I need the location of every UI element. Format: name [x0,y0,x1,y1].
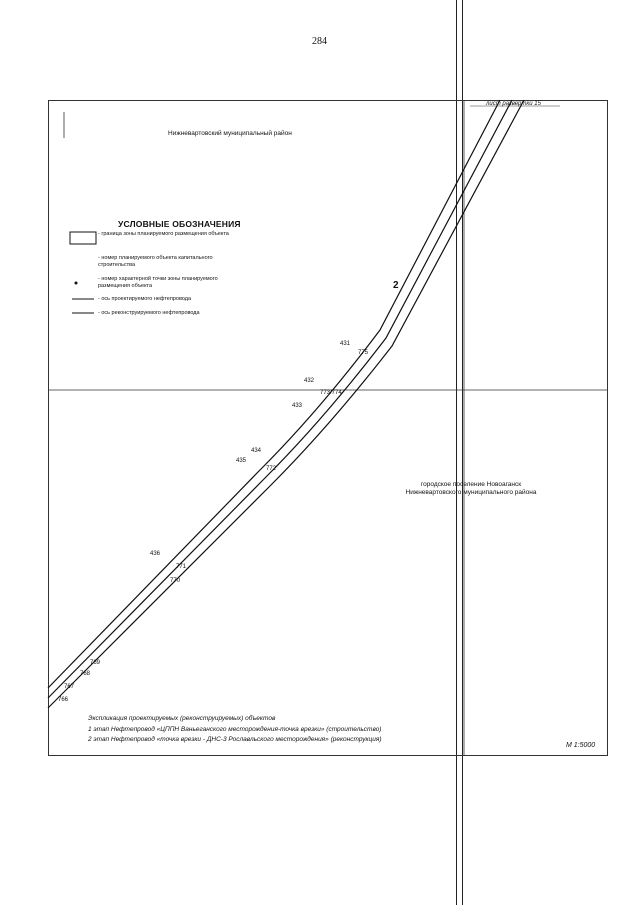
explication-title: Экспликация проектируемых (реконструируемых) объектов [88,715,276,722]
legend-item: - ось проектируемого нефтепровода [98,296,192,302]
point-label: 772 [266,466,277,472]
point-label: 766 [58,697,69,703]
region-label-south [386,481,556,497]
point-label: 773/774 [320,390,342,396]
pipeline-axis [48,100,512,698]
region-label-south-line: городское поселение Новоаганск [420,481,522,488]
point-label: 769 [90,660,101,666]
point-label: 771 [176,564,187,570]
point-label: 768 [80,671,91,677]
point-label: 431 [340,341,351,347]
sheet-reference: лист развертки 15 [486,101,541,107]
legend-item: - номер планируемого объекта капитального строительства [98,255,213,268]
legend-item: - номер характерной точки зоны планируемого размещения объекта [98,276,218,289]
legend-title: УСЛОВНЫЕ ОБОЗНАЧЕНИЯ [118,219,241,229]
region-label-south-line: Нижневартовского муниципального района [405,489,537,497]
map-scale: М 1:5000 [566,742,596,749]
region-label-north: Нижневартовский муниципальный район [168,130,292,137]
legend-item: - граница зоны планируемого размещения объекта [98,231,229,237]
segment-number: 2 [393,280,399,291]
page-number: 284 [312,36,327,47]
point-label: 767 [64,684,75,690]
legend-point-symbol [75,282,78,285]
legend-box-symbol [70,232,96,244]
explication-line: 1 этап Нефтепровод «ЦППН Ваньеганского месторождения-точка врезки» (строительство) [88,726,382,733]
point-label: 435 [236,458,247,464]
point-label: 434 [251,448,262,454]
point-label: 432 [304,378,315,384]
point-label: 770 [170,578,181,584]
point-label: 436 [150,551,161,557]
legend-item: - ось реконструируемого нефтепровода [98,310,200,316]
point-label: 433 [292,403,303,409]
explication-line: 2 этап Нефтепровод «точка врезки - ДНС-3 Рославльского месторождения» (реконструкция) [88,736,382,743]
planning-zone-boundary [48,100,500,688]
point-label: 775 [358,350,369,356]
